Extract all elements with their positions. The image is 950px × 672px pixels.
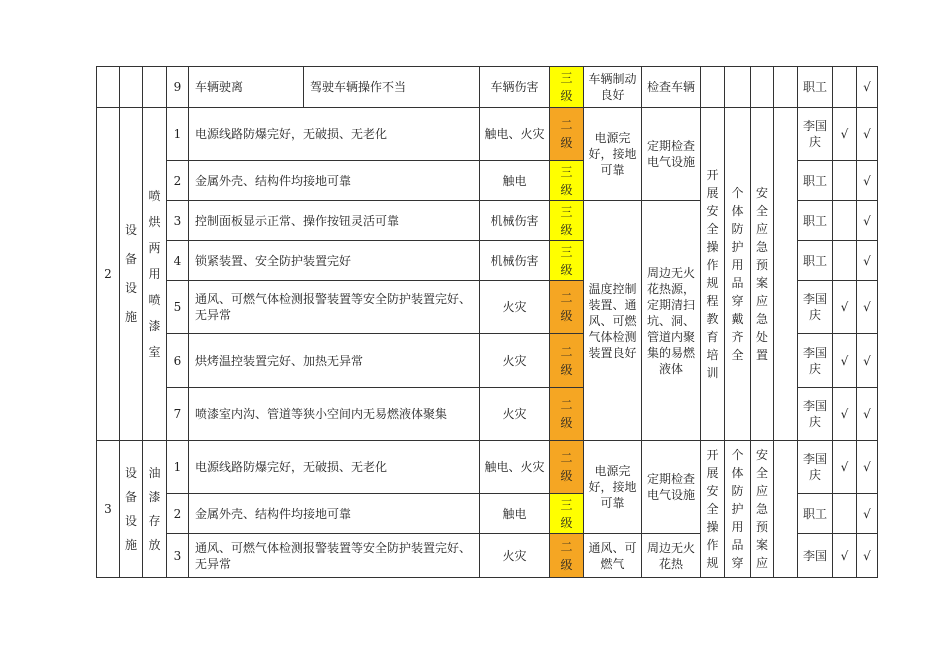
equipment-name: 油漆存放 [143, 441, 167, 578]
check-item: 控制面板显示正常、操作按钮灵活可靠 [189, 201, 480, 241]
emergency-measure: 安全应急预案应急处置 [751, 108, 774, 441]
ppe-measure: 个体防护用品穿 [725, 441, 751, 578]
check-item: 电源线路防爆完好，无破损、无老化 [189, 108, 480, 161]
check-mark-2: √ [857, 334, 878, 388]
blank-cell [774, 108, 798, 441]
risk-type: 触电 [480, 494, 550, 534]
item-number: 4 [167, 241, 189, 281]
responsible-person: 李国 [798, 534, 833, 578]
check-mark-2: √ [857, 494, 878, 534]
risk-type: 触电、火灾 [480, 441, 550, 494]
check-mark-1 [833, 67, 857, 108]
table-row [97, 441, 878, 494]
risk-level: 三级 [550, 494, 584, 534]
risk-type: 车辆伤害 [480, 67, 550, 108]
blank-cell [774, 441, 798, 578]
check-item: 电源线路防爆完好，无破损、无老化 [189, 441, 480, 494]
check-mark-1: √ [833, 388, 857, 441]
risk-level: 二级 [550, 441, 584, 494]
engineering-control: 电源完好，接地可靠 [584, 108, 642, 201]
emergency-measure: 安全应急预案应 [751, 441, 774, 578]
risk-type: 火灾 [480, 388, 550, 441]
equipment-name: 喷烘两用喷漆室 [143, 108, 167, 441]
check-mark-2: √ [857, 67, 878, 108]
check-mark-2: √ [857, 161, 878, 201]
check-mark-2: √ [857, 534, 878, 578]
item-number: 6 [167, 334, 189, 388]
risk-level: 二级 [550, 334, 584, 388]
risk-level: 二级 [550, 108, 584, 161]
engineering-control: 温度控制装置、通风、可燃气体检测装置良好 [584, 201, 642, 441]
responsible-person: 李国庆 [798, 281, 833, 334]
risk-type: 触电 [480, 161, 550, 201]
risk-level: 三级 [550, 241, 584, 281]
engineering-control: 车辆制动良好 [584, 67, 642, 108]
responsible-person: 李国庆 [798, 388, 833, 441]
name-cell [143, 67, 167, 108]
risk-level: 三级 [550, 67, 584, 108]
emergency-cell [751, 67, 774, 108]
risk-level: 二级 [550, 281, 584, 334]
item-number: 3 [167, 201, 189, 241]
check-mark-1: √ [833, 534, 857, 578]
risk-level: 二级 [550, 534, 584, 578]
safety-checklist-sheet [96, 66, 871, 573]
check-mark-1: √ [833, 281, 857, 334]
check-mark-2: √ [857, 241, 878, 281]
blank-cell [774, 67, 798, 108]
responsible-person: 李国庆 [798, 441, 833, 494]
check-item: 金属外壳、结构件均接地可靠 [189, 161, 480, 201]
seq-cell [97, 67, 120, 108]
responsible-person: 职工 [798, 494, 833, 534]
engineering-control: 通风、可燃气 [584, 534, 642, 578]
check-mark-1: √ [833, 334, 857, 388]
check-mark-2: √ [857, 441, 878, 494]
engineering-control: 电源完好，接地可靠 [584, 441, 642, 534]
management-control: 检查车辆 [642, 67, 701, 108]
check-mark-2: √ [857, 201, 878, 241]
section-seq: 2 [97, 108, 120, 441]
management-control: 周边无火花热 [642, 534, 701, 578]
risk-type: 火灾 [480, 534, 550, 578]
risk-level: 三级 [550, 201, 584, 241]
check-item-extra: 驾驶车辆操作不当 [304, 67, 480, 108]
responsible-person: 职工 [798, 67, 833, 108]
category-cell [120, 67, 143, 108]
training-measure: 开展安全操作规程教育培训 [701, 108, 725, 441]
item-number: 2 [167, 494, 189, 534]
risk-type: 机械伤害 [480, 241, 550, 281]
responsible-person: 李国庆 [798, 108, 833, 161]
ppe-measure: 个体防护用品穿戴齐全 [725, 108, 751, 441]
check-item: 锁紧装置、安全防护装置完好 [189, 241, 480, 281]
check-item: 金属外壳、结构件均接地可靠 [189, 494, 480, 534]
check-item: 喷漆室内沟、管道等狭小空间内无易燃液体聚集 [189, 388, 480, 441]
risk-level: 三级 [550, 161, 584, 201]
item-number: 1 [167, 108, 189, 161]
responsible-person: 职工 [798, 201, 833, 241]
check-mark-2: √ [857, 108, 878, 161]
check-mark-1 [833, 201, 857, 241]
section-seq: 3 [97, 441, 120, 578]
section-category: 设备设施 [120, 108, 143, 441]
item-number: 7 [167, 388, 189, 441]
training-cell [701, 67, 725, 108]
risk-control-table [96, 66, 878, 578]
risk-type: 机械伤害 [480, 201, 550, 241]
management-control: 定期检查电气设施 [642, 108, 701, 201]
management-control: 定期检查电气设施 [642, 441, 701, 534]
item-number: 3 [167, 534, 189, 578]
responsible-person: 李国庆 [798, 334, 833, 388]
section-category: 设备设施 [120, 441, 143, 578]
check-mark-1 [833, 241, 857, 281]
item-number: 2 [167, 161, 189, 201]
check-mark-2: √ [857, 388, 878, 441]
check-mark-1 [833, 494, 857, 534]
risk-level: 二级 [550, 388, 584, 441]
training-measure: 开展安全操作规 [701, 441, 725, 578]
check-mark-1 [833, 161, 857, 201]
check-mark-1: √ [833, 108, 857, 161]
risk-type: 火灾 [480, 281, 550, 334]
check-item: 车辆驶离 [189, 67, 304, 108]
table-row [97, 67, 878, 108]
check-item: 通风、可燃气体检测报警装置等安全防护装置完好、无异常 [189, 281, 480, 334]
check-item: 通风、可燃气体检测报警装置等安全防护装置完好、无异常 [189, 534, 480, 578]
item-number: 5 [167, 281, 189, 334]
risk-type: 火灾 [480, 334, 550, 388]
responsible-person: 职工 [798, 161, 833, 201]
item-number: 1 [167, 441, 189, 494]
check-mark-1: √ [833, 441, 857, 494]
check-item: 烘烤温控装置完好、加热无异常 [189, 334, 480, 388]
risk-type: 触电、火灾 [480, 108, 550, 161]
ppe-cell [725, 67, 751, 108]
table-row [97, 108, 878, 161]
check-mark-2: √ [857, 281, 878, 334]
item-number: 9 [167, 67, 189, 108]
responsible-person: 职工 [798, 241, 833, 281]
management-control: 周边无火花热源，定期清扫坑、洞、管道内聚集的易燃液体 [642, 201, 701, 441]
